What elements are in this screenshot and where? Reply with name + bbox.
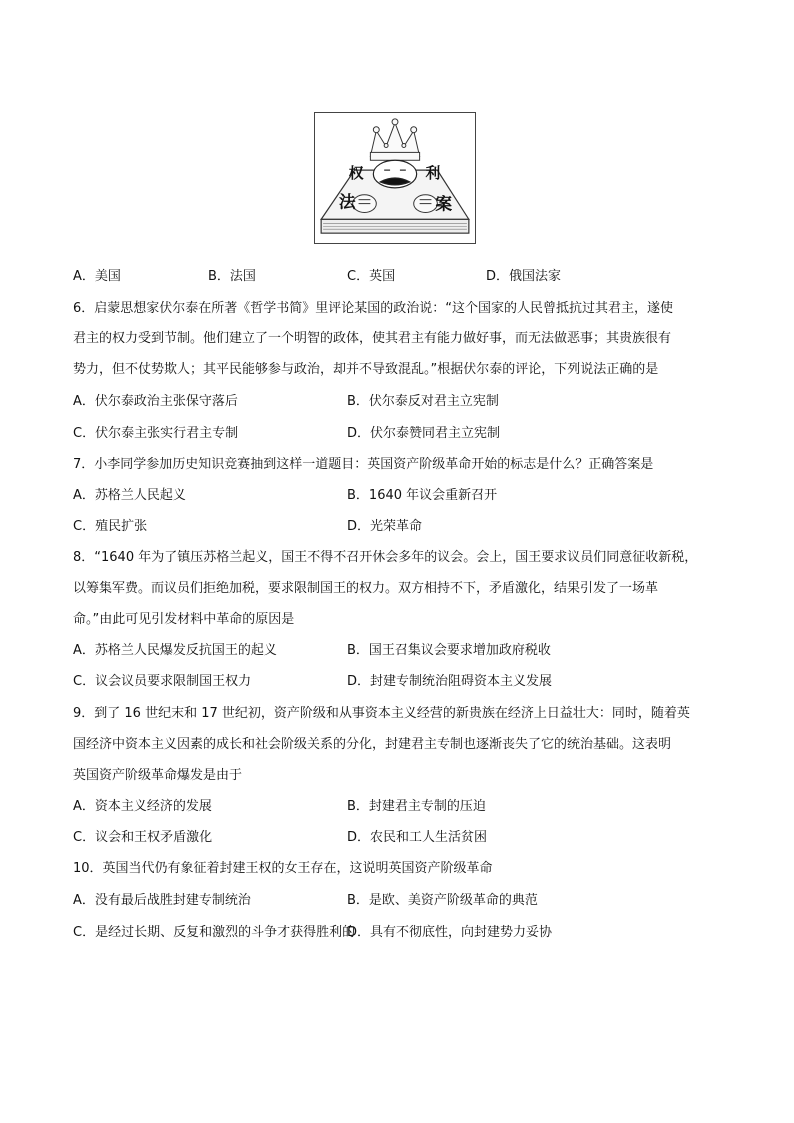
q9-option-c: C．议会和王权矛盾激化 (73, 830, 213, 845)
q10-option-b: B．是欧、美资产阶级革命的典范 (347, 893, 538, 908)
q5-option-b: B．法国 (208, 269, 256, 284)
q5-option-c: C．英国 (347, 269, 396, 284)
crown-icon (370, 119, 419, 160)
q8-option-d: D．封建专制统治阻碍资本主义发展 (347, 674, 553, 689)
q7-option-a: A．苏格兰人民起义 (73, 488, 186, 503)
cartoon-figure (314, 112, 476, 244)
q10-stem-line-1: 10．英国当代仍有象征着封建王权的女王存在，这说明英国资产阶级革命 (73, 861, 493, 876)
q5-option-a: A．美国 (73, 269, 121, 284)
king-face (373, 160, 416, 188)
q8-stem-line-3: 命。”由此可见引发材料中革命的原因是 (73, 612, 295, 627)
figure-label-an: 案 (435, 193, 453, 214)
q6-option-d: D．伏尔泰赞同君主立宪制 (347, 426, 501, 441)
q10-option-d: D．具有不彻底性，向封建势力妥协 (347, 925, 553, 940)
q6-option-a: A．伏尔泰政治主张保守落后 (73, 394, 238, 409)
king-law-cartoon (315, 113, 475, 243)
q9-option-a: A．资本主义经济的发展 (73, 799, 212, 814)
q9-option-b: B．封建君主专制的压迫 (347, 799, 486, 814)
q7-option-c: C．殖民扩张 (73, 519, 148, 534)
q8-option-b: B．国王召集议会要求增加政府税收 (347, 643, 551, 658)
q7-option-d: D．光荣革命 (347, 519, 423, 534)
q5-option-d: D．俄国法家 (486, 269, 562, 284)
q10-option-a: A．没有最后战胜封建专制统治 (73, 893, 251, 908)
q6-option-c: C．伏尔泰主张实行君主专制 (73, 426, 239, 441)
q10-option-c: C．是经过长期、反复和激烈的斗争才获得胜利的 (73, 925, 356, 940)
q6-stem-line-3: 势力，但不仗势欺人；其平民能够参与政治，却并不导致混乱。”根据伏尔泰的评论，下列说法正确的是 (73, 362, 659, 377)
q9-stem-line-2: 国经济中资本主义因素的成长和社会阶级关系的分化，封建君主专制也逐渐丧失了它的统治基础。这表明 (73, 737, 672, 752)
q6-option-b: B．伏尔泰反对君主立宪制 (347, 394, 499, 409)
figure-label-fa: 法 (338, 191, 356, 212)
q6-stem-line-2: 君主的权力受到节制。他们建立了一个明智的政体，使其君主有能力做好事，而无法做恶事；其贵族很有 (73, 331, 672, 346)
figure-label-li: 利 (425, 165, 441, 182)
q9-option-d: D．农民和工人生活贫困 (347, 830, 488, 845)
q8-option-a: A．苏格兰人民爆发反抗国王的起义 (73, 643, 277, 658)
q8-stem-line-2: 以筹集军费。而议员们拒绝加税，要求限制国王的权力。双方相持不下，矛盾激化，结果引发了一场革 (73, 581, 659, 596)
q9-stem-line-1: 9．到了 16 世纪末和 17 世纪初，资产阶级和从事资本主义经营的新贵族在经济上日益壮大：同时，随着英 (73, 706, 690, 721)
q6-stem-line-1: 6．启蒙思想家伏尔泰在所著《哲学书简》里评论某国的政治说：“这个国家的人民曾抵抗过其君主，遂使 (73, 301, 674, 316)
q7-stem-line-1: 7．小李同学参加历史知识竞赛抽到这样一道题目：英国资产阶级革命开始的标志是什么？正确答案是 (73, 457, 654, 472)
q7-option-b: B．1640 年议会重新召开 (347, 488, 498, 503)
q8-option-c: C．议会议员要求限制国王权力 (73, 674, 252, 689)
figure-label-quan: 权 (348, 165, 364, 182)
q8-stem-line-1: 8．“1640 年为了镇压苏格兰起义，国王不得不召开休会多年的议会。会上，国王要求议员们同意征收新税， (73, 550, 698, 565)
q9-stem-line-3: 英国资产阶级革命爆发是由于 (73, 768, 243, 783)
